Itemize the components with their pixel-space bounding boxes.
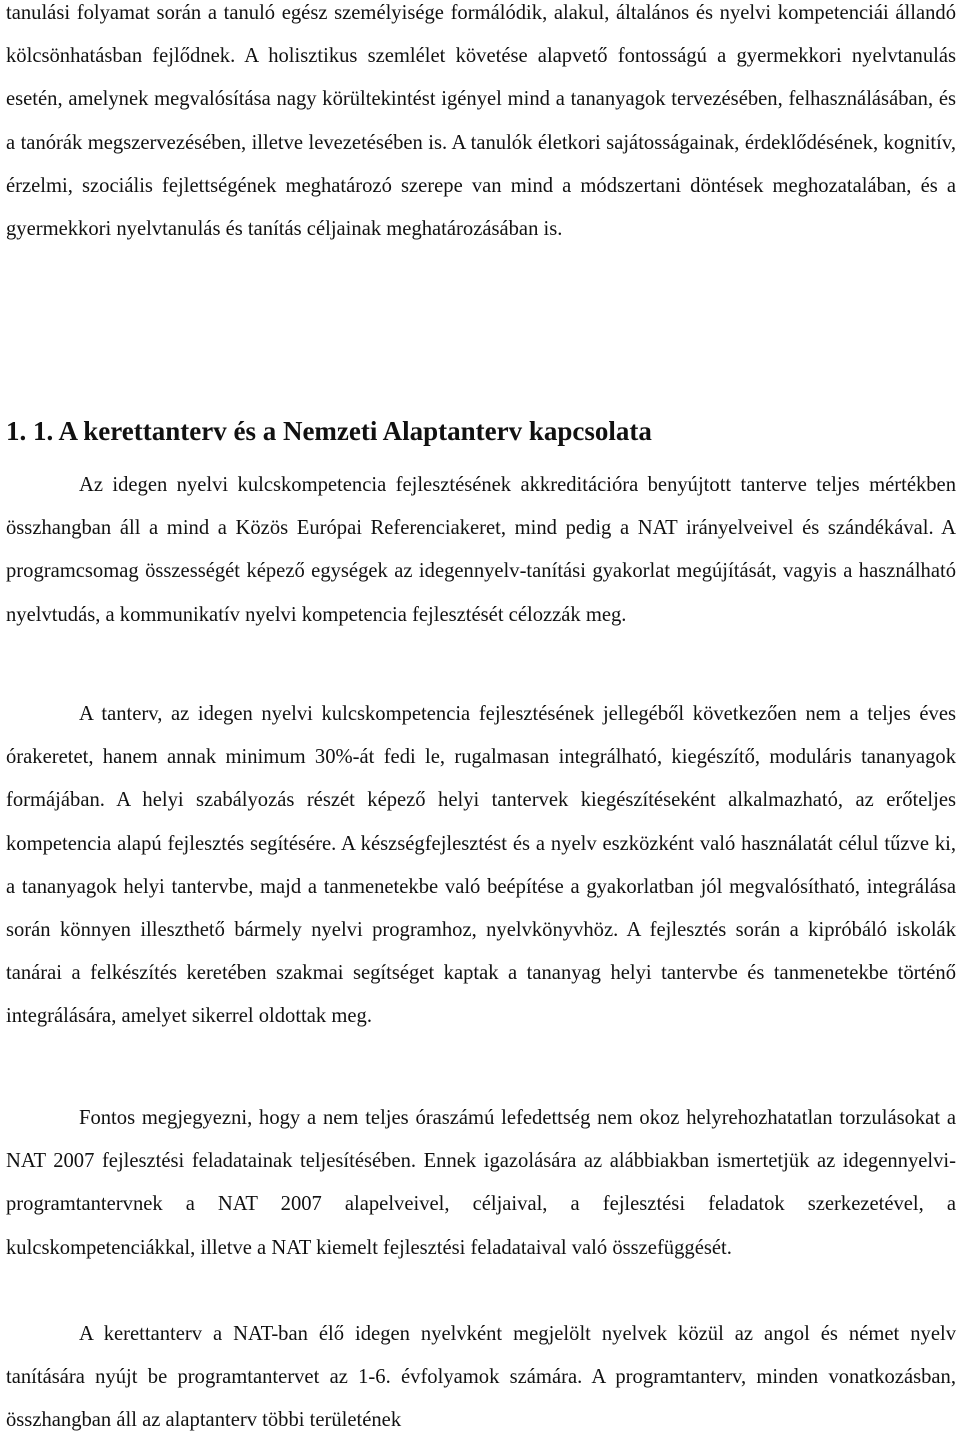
body-paragraph: A kerettanterv a NAT-ban élő idegen nyelvként megjelölt nyelvek közül az angol és német nyelv tanítására nyújt be programtantervet az 1-6. évfolyamok számára. A programtanterv, minden vonatkozásban, összhangban áll az alaptanterv többi területének [6,1323,956,1432]
intro-paragraph-continuation: tanulási folyamat során a tanuló egész személyisége formálódik, alakul, általános és nyelvi kompetenciái állandó kölcsönhatásban fejlődnek. A holisztikus szemlélet követése alapvető fontosságú a gyermekkori nyelvtanulás esetén, amelynek megvalósítása nagy körültekintést igényel mind a tananyagok tervezésében, felhasználásában, és a tanórák megszervezésében, illetve levezetésében is. A tanulók életkori sajátosságainak, érdeklődésének, kognitív, érzelmi, szociális fejlettségének meghatározó szerepe van mind a módszertani döntések meghozatalában, és a gyermekkori nyelvtanulás és tanítás céljainak meghatározásában is. [6,2,956,241]
section-heading: 1. 1. A kerettanterv és a Nemzeti Alaptanterv kapcsolata [6,416,652,446]
body-paragraph: Fontos megjegyezni, hogy a nem teljes óraszámú lefedettség nem okoz helyrehozhatatlan torzulásokat a NAT 2007 fejlesztési feladatainak teljesítésében. Ennek igazolására az alábbiakban ismertetjük az idegennyelvi-programtantervnek a NAT 2007 alapelveivel, céljaival, a fejlesztési feladatok szerkezetével, a kulcskompetenciákkal, illetve a NAT kiemelt fejlesztési feladataival való összefüggését. [6,1107,956,1259]
body-paragraph: Az idegen nyelvi kulcskompetencia fejlesztésének akkreditációra benyújtott tanterve teljes mértékben összhangban áll a mind a Közös Európai Referenciakeret, mind pedig a NAT irányelveivel és szándékával. A programcsomag összességét képező egységek az idegennyelv-tanítási gyakorlat megújítását, vagyis a használható nyelvtudás, a kommunikatív nyelvi kompetencia fejlesztését célozzák meg. [6,474,956,626]
body-paragraph: A tanterv, az idegen nyelvi kulcskompetencia fejlesztésének jellegéből következően nem a teljes éves órakeretet, hanem annak minimum 30%-át fedi le, rugalmasan integrálható, kiegészítő, moduláris tananyagok formájában. A helyi szabályozás részét képező helyi tantervek kiegészítéseként alkalmazható, az erőteljes kompetencia alapú fejlesztés segítésére. A készségfejlesztést és a nyelv eszközként való használatát célul tűzve ki, a tananyagok helyi tantervbe, majd a tanmenetekbe való beépítése a gyakorlatban jól megvalósítható, integrálása során könnyen illeszthető bármely nyelvi programhoz, nyelvkönyvhöz. A fejlesztés során a kipróbáló iskolák tanárai a felkészítés keretében szakmai segítséget kaptak a tananyag helyi tantervbe és tanmenetekbe történő integrálására, amelyet sikerrel oldottak meg. [6,703,956,1028]
